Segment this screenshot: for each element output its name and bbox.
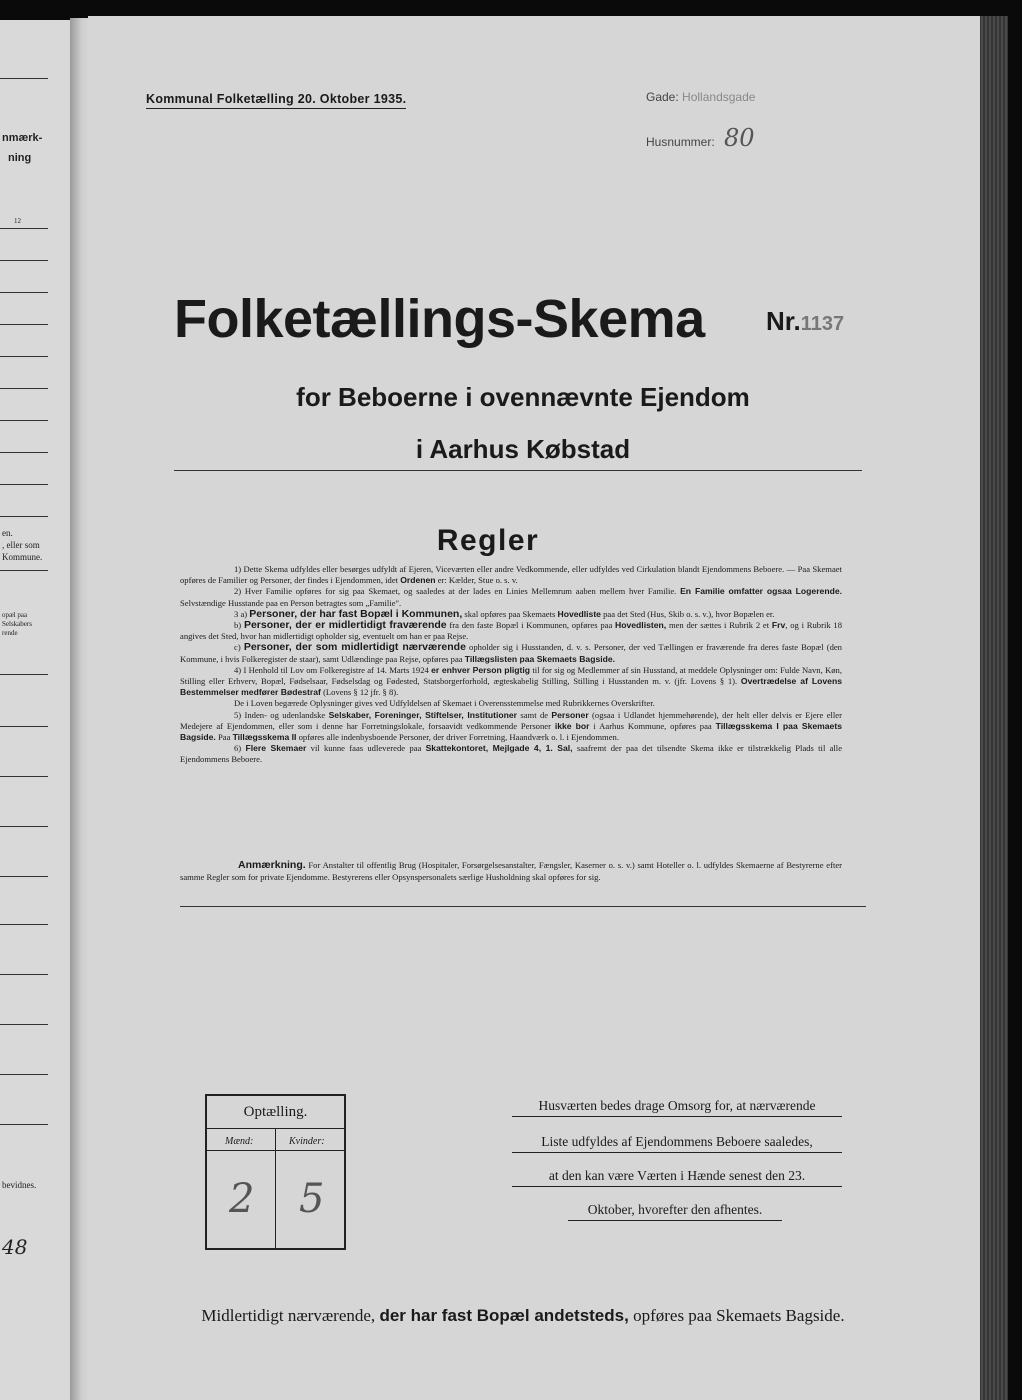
form-title: Folketællings-Skema (174, 289, 705, 349)
left-page-handwriting: 48 (2, 1235, 28, 1259)
rule-1: 1) Dette Skema udfyldes eller besørges udfyldt af Ejeren, Viceværten eller andre Vedkommende, eller udfyldes ved Cirkulation blandt Ejendommens Beboere. — Paa Skemaet opføres de Familier og Personer, der findes i Ejendommen, idet Ordenen er: Kælder, Stue o. s. v. (180, 564, 842, 586)
street-label: Gade: (646, 90, 679, 104)
count-box-title: Optælling. (207, 1096, 344, 1129)
left-page-col-num: 12 (14, 217, 21, 225)
men-label: Mænd: (225, 1136, 254, 1147)
women-label: Kvinder: (289, 1136, 325, 1147)
footer-part-1: Midlertidigt nærværende, (201, 1306, 376, 1325)
left-page-rule (0, 924, 48, 925)
rule-6: 6) Flere Skemaer vil kunne faas udleverede paa Skattekontoret, Mejlgade 4, 1. Sal, saafremt der paa det tilsendte Skema ikke er tilstrækkelig Plads til alle Ejendommens Beboere. (180, 743, 843, 765)
left-page-rule (0, 674, 48, 675)
left-page-header: ning (8, 152, 32, 164)
left-page-rule (0, 292, 48, 293)
divider (180, 906, 866, 907)
footer-part-2: der har fast Bopæl andetsteds, (379, 1306, 629, 1325)
form-number (766, 306, 844, 337)
rule-5: 5) Inden- og udenlandske Selskaber, Foreninger, Stiftelser, Institutioner samt de Personer (ogsaa i Udlandet hjemmehørende), der helt eller delvis er Ejere eller Medejere af Ejendommen, eller som i denne har Forretningslokale, forsaavidt vedkommende Personer ikke bor i Aarhus Kommune, opføres paa Tillægsskema I paa Skemaets Bagside. Paa Tillægsskema II opføres alle indenbysboende Personer, der driver Forretning, Haandværk o. l. i Ejendommen. (180, 709, 842, 743)
left-page-rule (0, 974, 48, 975)
form-subtitle: for Beboerne i ovennævnte Ejendom (296, 382, 750, 412)
left-page-rule (0, 516, 48, 517)
left-page-rule (0, 570, 48, 571)
divider (174, 470, 862, 471)
left-page-text: Selskabers (2, 620, 32, 628)
left-page-rule (0, 826, 48, 827)
census-heading: Kommunal Folketælling 20. Oktober 1935. (146, 92, 406, 109)
left-page-rule (0, 484, 48, 485)
left-page-rule (0, 1124, 48, 1125)
left-page-text: en. (2, 528, 13, 538)
rule-3c: c) Personer, der som midlertidigt nærværende opholder sig i Husstanden, d. v. s. Personer, der ved Tællingen er fraværende fra deres faste Bopæl (den Kommune, i hvis Folkeregister de staar), samt Udlændinge paa Rejse, opføres paa Tillægslisten paa Skemaets Bagside. (180, 641, 842, 664)
left-page-rule (0, 78, 48, 79)
remark-label: Anmærkning. (238, 859, 306, 871)
house-number-label: Husnummer: (646, 135, 715, 149)
notice-line-3: at den kan være Værten i Hænde senest den 23. (512, 1168, 842, 1187)
street-field (646, 90, 755, 104)
left-page-text: , eller som (2, 540, 40, 550)
left-facing-page (0, 20, 70, 1400)
form-number-label: Nr. (766, 306, 801, 336)
women-count: 5 (299, 1176, 325, 1222)
rules-text (180, 564, 842, 766)
rule-4: 4) I Henhold til Lov om Folkeregistre af 14. Marts 1924 er enhver Person pligtig til for sig og Medlemmer af sin Husstand, at meddele Oplysninger om: Fulde Navn, Køn, Stilling eller Erhverv, Bopæl, Fødselsaar, Fødselsdag og Fødested, Statsborgerforhold, ægteskabelig Stilling, Stilling i Husstanden m. v. (jfr. Lovens § 1). Overtrædelse af Lovens Bestemmelser medfører Bødestraf (Lovens § 12 jfr. § 8). (180, 664, 842, 698)
remark-text: For Anstalter til offentlig Brug (Hospitaler, Forsørgelsesanstalter, Fængsler, Kaserner o. s. v.) samt Hoteller o. l. udfyldes Skemaerne af Bestyrerne efter samme Regler som for private Ejendomme. Bestyrerens eller Opsynspersonalets særlige Husholdning skal opføres for sig. (180, 860, 843, 882)
left-page-rule (0, 388, 48, 389)
rule-3b: b) Personer, der er midlertidigt fraværende fra den faste Bopæl i Kommunen, opføres paa Hovedlisten, men der sættes i Rubrik 2 et Frv, og i Rubrik 18 angives det Sted, hvor han midlertidigt opholder sig, eventuelt om han er paa Rejse. (180, 619, 842, 642)
notice-line-1: Husværten bedes drage Omsorg for, at nærværende (512, 1098, 842, 1117)
book-gutter (70, 18, 90, 1400)
left-page-rule (0, 356, 48, 357)
rules-heading: Regler (436, 524, 540, 557)
notice-line-4: Oktober, hvorefter den afhentes. (568, 1202, 782, 1221)
left-page-text: bevidnes. (2, 1180, 37, 1190)
left-page-text: opæl paa (2, 611, 28, 619)
left-page-rule (0, 324, 48, 325)
left-page-rule (0, 1024, 48, 1025)
left-page-rule (0, 876, 48, 877)
count-box (205, 1094, 346, 1250)
house-number-value: 80 (724, 124, 755, 152)
left-page-header: nmærk- (2, 132, 43, 144)
left-page-text: Kommune. (2, 552, 43, 562)
footer-note (88, 1306, 958, 1326)
left-page-rule (0, 726, 48, 727)
census-form-page (88, 16, 980, 1400)
left-page-rule (0, 260, 48, 261)
men-count: 2 (229, 1176, 255, 1222)
page-edges (980, 16, 1008, 1400)
house-number-field (646, 124, 755, 152)
footer-part-3: opføres paa Skemaets Bagside. (633, 1306, 845, 1325)
notice-line-2: Liste udfyldes af Ejendommens Beboere saaledes, (512, 1134, 842, 1153)
left-page-rule (0, 420, 48, 421)
left-page-rule (0, 228, 48, 229)
left-page-text: rende (2, 629, 18, 637)
left-page-rule (0, 776, 48, 777)
rule-4b: De i Loven begærede Oplysninger gives ved Udfyldelsen af Skemaet i Overensstemmelse med Rubrikkernes Overskrifter. (234, 698, 655, 709)
rule-2: 2) Hver Familie opføres for sig paa Skemaet, og saaledes at der lades en Linies Mellemrum aaben mellem hver Familie. En Familie omfatter ogsaa Logerende. Selvstændige Husstande paa en Person betragtes som „Familie". (180, 586, 842, 608)
street-value: Hollandsgade (682, 90, 756, 104)
count-box-divider (275, 1128, 276, 1248)
form-subtitle-city: i Aarhus Købstad (415, 434, 631, 464)
left-page-rule (0, 1074, 48, 1075)
left-page-rule (0, 452, 48, 453)
remark-paragraph (180, 860, 842, 883)
rule-3a: 3 a) Personer, der har fast Bopæl i Kommunen, skal opføres paa Skemaets Hovedliste paa det Sted (Hus, Skib o. s. v.), hvor Bopælen er. (234, 607, 775, 620)
form-number-value: 1137 (800, 313, 845, 335)
